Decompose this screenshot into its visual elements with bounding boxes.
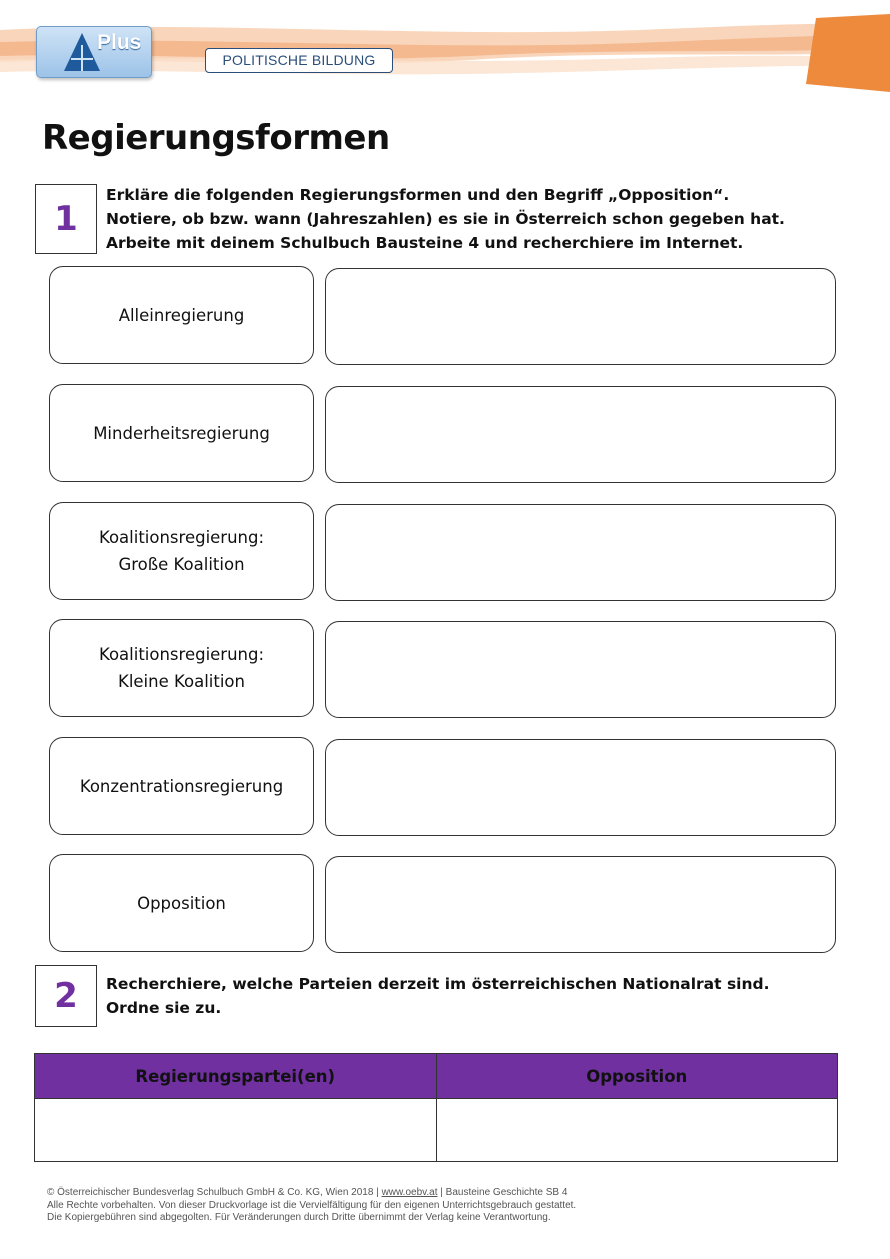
party-table — [34, 1053, 838, 1162]
answer-cell-regierungsparteien[interactable] — [35, 1099, 437, 1162]
footer-line-3: Die Kopiergebühren sind abgegolten. Für Veränderungen durch Dritte übernimmt der Verlag keine Verantwortung. — [47, 1212, 551, 1223]
subject-label: POLITISCHE BILDUNG — [205, 48, 393, 73]
term-box-grosse-koalition — [49, 502, 314, 600]
term-sublabel: Kleine Koalition — [118, 672, 245, 691]
task-1-line: Notiere, ob bzw. wann (Jahreszahlen) es sie in Österreich schon gegeben hat. — [106, 210, 785, 228]
answer-field-opposition[interactable] — [325, 856, 836, 953]
publisher-website-link[interactable]: www.oebv.at — [381, 1187, 438, 1198]
term-label: Minderheitsregierung — [93, 423, 270, 443]
term-label: Alleinregierung — [118, 305, 245, 325]
term-box-alleinregierung — [49, 266, 314, 364]
table-header-row — [35, 1054, 838, 1099]
answer-field-grosse-koalition[interactable] — [325, 504, 836, 601]
triangle-logo-icon — [63, 31, 101, 73]
term-label: Opposition — [137, 893, 226, 913]
term-box-kleine-koalition — [49, 619, 314, 717]
answer-field-alleinregierung[interactable] — [325, 268, 836, 365]
answer-field-kleine-koalition[interactable] — [325, 621, 836, 718]
term-label: Koalitionsregierung: — [98, 528, 265, 547]
task-2-line: Recherchiere, welche Parteien derzeit im österreichischen Nationalrat sind. — [106, 975, 770, 993]
footer-publisher: © Österreichischer Bundesverlag Schulbuch GmbH & Co. KG, Wien 2018 | — [47, 1187, 382, 1198]
column-header-opposition: Opposition — [436, 1054, 838, 1099]
term-label: Konzentrationsregierung — [79, 776, 284, 796]
task-2-number: 2 — [35, 965, 97, 1027]
column-header-regierungsparteien: Regierungspartei(en) — [35, 1054, 437, 1099]
term-sublabel: Große Koalition — [118, 555, 245, 574]
answer-field-konzentrationsregierung[interactable] — [325, 739, 836, 836]
footer-line-1 — [47, 1187, 576, 1200]
publisher-logo — [36, 26, 152, 78]
answer-field-minderheitsregierung[interactable] — [325, 386, 836, 483]
answer-cell-opposition[interactable] — [436, 1099, 838, 1162]
table-row — [35, 1099, 838, 1162]
task-1-line: Erkläre die folgenden Regierungsformen und den Begriff „Opposition“. — [106, 186, 730, 204]
task-2-instructions — [106, 972, 770, 1020]
copyright-footer — [47, 1187, 576, 1225]
footer-book-title: | Bausteine Geschichte SB 4 — [437, 1187, 568, 1198]
orange-corner-tab — [806, 14, 890, 92]
term-box-konzentrationsregierung — [49, 737, 314, 835]
footer-line-2: Alle Rechte vorbehalten. Von dieser Druckvorlage ist die Vervielfältigung für den eigenen Unterrichtsgebrauch gestattet. — [47, 1199, 577, 1211]
task-1-number: 1 — [35, 184, 97, 254]
term-label: Koalitionsregierung: — [98, 645, 265, 664]
term-box-opposition — [49, 854, 314, 952]
page-title: Regierungsformen — [42, 118, 390, 158]
task-1-line: Arbeite mit deinem Schulbuch Bausteine 4 und recherchiere im Internet. — [106, 234, 744, 252]
task-1-instructions — [106, 183, 785, 255]
task-2-line: Ordne sie zu. — [106, 999, 222, 1017]
term-box-minderheitsregierung — [49, 384, 314, 482]
logo-plus-text: Plus — [97, 31, 142, 54]
